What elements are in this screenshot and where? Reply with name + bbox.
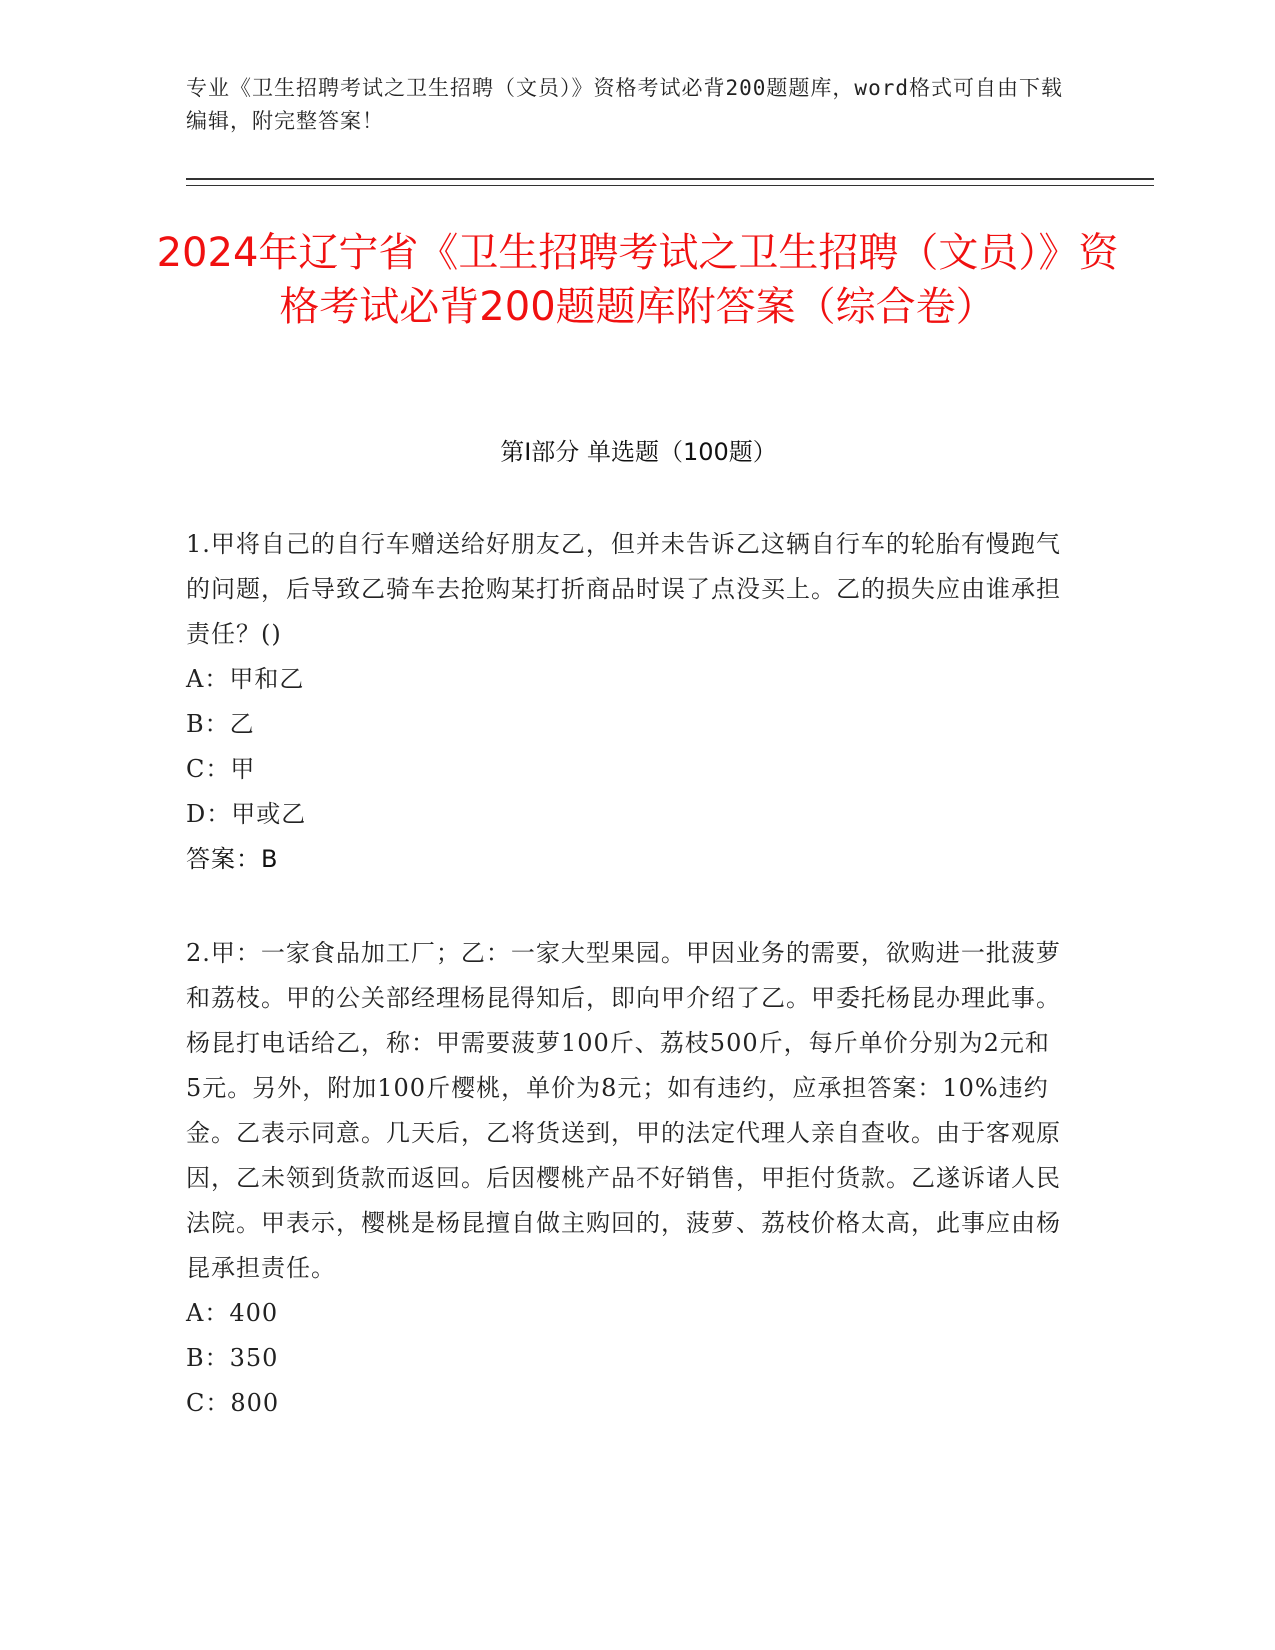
option-b: B：350 bbox=[186, 1344, 279, 1372]
option-c: C：甲 bbox=[186, 755, 256, 783]
question-stem: 1.甲将自己的自行车赠送给好朋友乙，但并未告诉乙这辆自行车的轮胎有慢跑气的问题，后导致乙骑车去抢购某打折商品时误了点没买上。乙的损失应由谁承担责任？() bbox=[186, 530, 1061, 648]
answer-line: 答案：B bbox=[186, 845, 279, 873]
question-2 bbox=[186, 931, 1066, 1426]
header-note: 专业《卫生招聘考试之卫生招聘（文员）》资格考试必背200题题库，word格式可自由下载编辑，附完整答案！ bbox=[186, 76, 1063, 133]
option-c: C：800 bbox=[186, 1389, 280, 1417]
question-stem: 2.甲：一家食品加工厂；乙：一家大型果园。甲因业务的需要，欲购进一批菠萝和荔枝。甲的公关部经理杨昆得知后，即向甲介绍了乙。甲委托杨昆办理此事。杨昆打电话给乙，称：甲需要菠萝100斤、荔枝500斤，每斤单价分别为2元和5元。另外，附加100斤樱桃，单价为8元；如有违约，应承担答案：10%违约金。乙表示同意。几天后，乙将货送到，甲的法定代理人亲自查收。由于客观原因，乙未领到货款而返回。后因樱桃产品不好销售，甲拒付货款。乙遂诉诸人民法院。甲表示，樱桃是杨昆擅自做主购回的，菠萝、荔枝价格太高，此事应由杨昆承担责任。 bbox=[186, 939, 1061, 1282]
option-b: B：乙 bbox=[186, 710, 255, 738]
option-a: A：甲和乙 bbox=[186, 665, 305, 693]
question-1 bbox=[186, 522, 1066, 882]
option-a: A：400 bbox=[186, 1299, 279, 1327]
option-d: D：甲或乙 bbox=[186, 800, 307, 828]
section-heading: 第Ⅰ部分 单选题（100题） bbox=[500, 438, 777, 466]
header-divider-thick bbox=[186, 178, 1154, 180]
document-title: 2024年辽宁省《卫生招聘考试之卫生招聘（文员）》资格考试必背200题题库附答案（综合卷） bbox=[156, 230, 1119, 330]
header-divider-thin bbox=[186, 185, 1154, 186]
